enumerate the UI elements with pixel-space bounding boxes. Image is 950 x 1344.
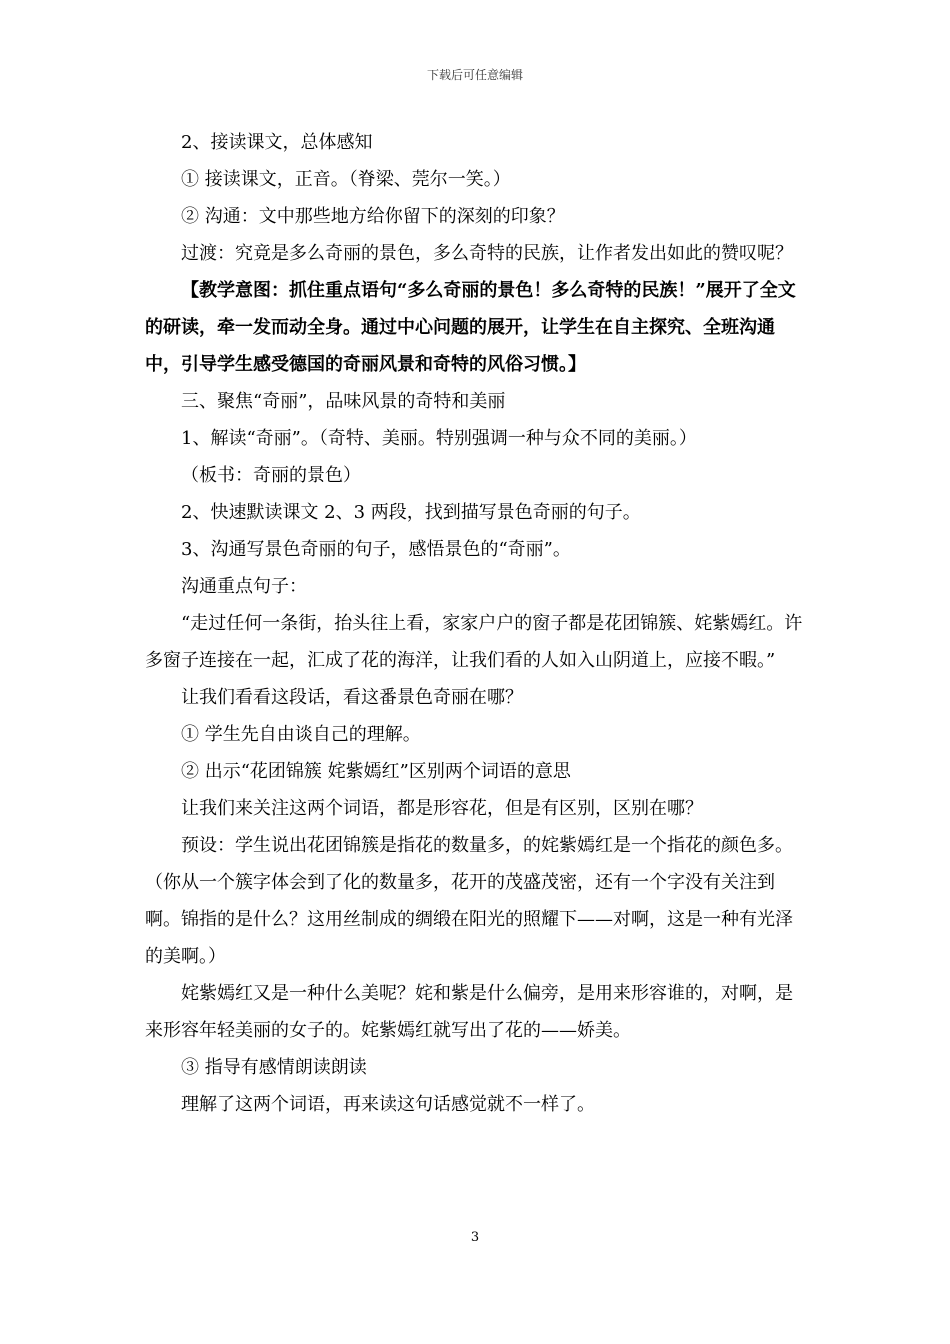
paragraph: 2、接读课文，总体感知 [181,132,373,153]
paragraph: 过渡：究竟是多么奇丽的景色，多么奇特的民族，让作者发出如此的赞叹呢？ [181,243,793,264]
page-number: 3 [470,1230,480,1245]
paragraph: ③ 指导有感情朗读朗读 [181,1057,367,1078]
paragraph: 沟通重点句子： [181,576,307,597]
paragraph: ① 接读课文，正音。（脊梁、莞尔一笑。） [181,169,511,190]
paragraph: 让我们来关注这两个词语，都是形容花，但是有区别，区别在哪？ [181,798,703,819]
paragraph: ① 学生先自由谈自己的理解。 [181,724,421,745]
paragraph: ② 出示“花团锦簇 姹紫嫣红”区别两个词语的意思 [181,761,571,782]
paragraph: 预设：学生说出花团锦簇是指花的数量多，的姹紫嫣红是一个指花的颜色多。（你从一个簇字体会到了化的数量多，花开的茂盛茂密，还有一个字没有关注到啊。锦指的是什么？这用丝制成的绸缎在阳光的照耀下——对啊，这是一种有光泽的美啊。） [145,835,793,967]
page-header: 下载后可任意编辑 [426,68,523,82]
paragraph: 1、解读“奇丽”。（奇特、美丽。特别强调一种与众不同的美丽。） [181,428,697,449]
paragraph: 3、沟通写景色奇丽的句子，感悟景色的“奇丽”。 [181,539,571,560]
section-heading: 三、聚焦“奇丽”，品味风景的奇特和美丽 [181,391,506,412]
paragraph: 姹紫嫣红又是一种什么美呢？姹和紫是什么偏旁，是用来形容谁的，对啊，是来形容年轻美丽的女子的。姹紫嫣红就写出了花的——娇美。 [145,983,793,1041]
paragraph: 理解了这两个词语，再来读这句话感觉就不一样了。 [181,1094,595,1115]
paragraph: （板书：奇丽的景色） [181,465,361,486]
teaching-intent-note: 【教学意图：抓住重点语句“多么奇丽的景色！多么奇特的民族！”展开了全文的研读，牵一发而动全身。通过中心问题的展开，让学生在自主探究、全班沟通中，引导学生感受德国的奇丽风景和奇特的风俗习惯。】 [145,280,796,375]
quoted-sentence: “走过任何一条街，抬头往上看，家家户户的窗子都是花团锦簇、姹紫嫣红。许多窗子连接在一起，汇成了花的海洋，让我们看的人如入山阴道上，应接不暇。” [145,613,803,671]
paragraph: ② 沟通：文中那些地方给你留下的深刻的印象？ [181,206,565,227]
paragraph: 2、快速默读课文 2、3 两段，找到描写景色奇丽的句子。 [181,502,641,523]
document-body [145,124,810,1123]
paragraph: 让我们看看这段话，看这番景色奇丽在哪？ [181,687,523,708]
